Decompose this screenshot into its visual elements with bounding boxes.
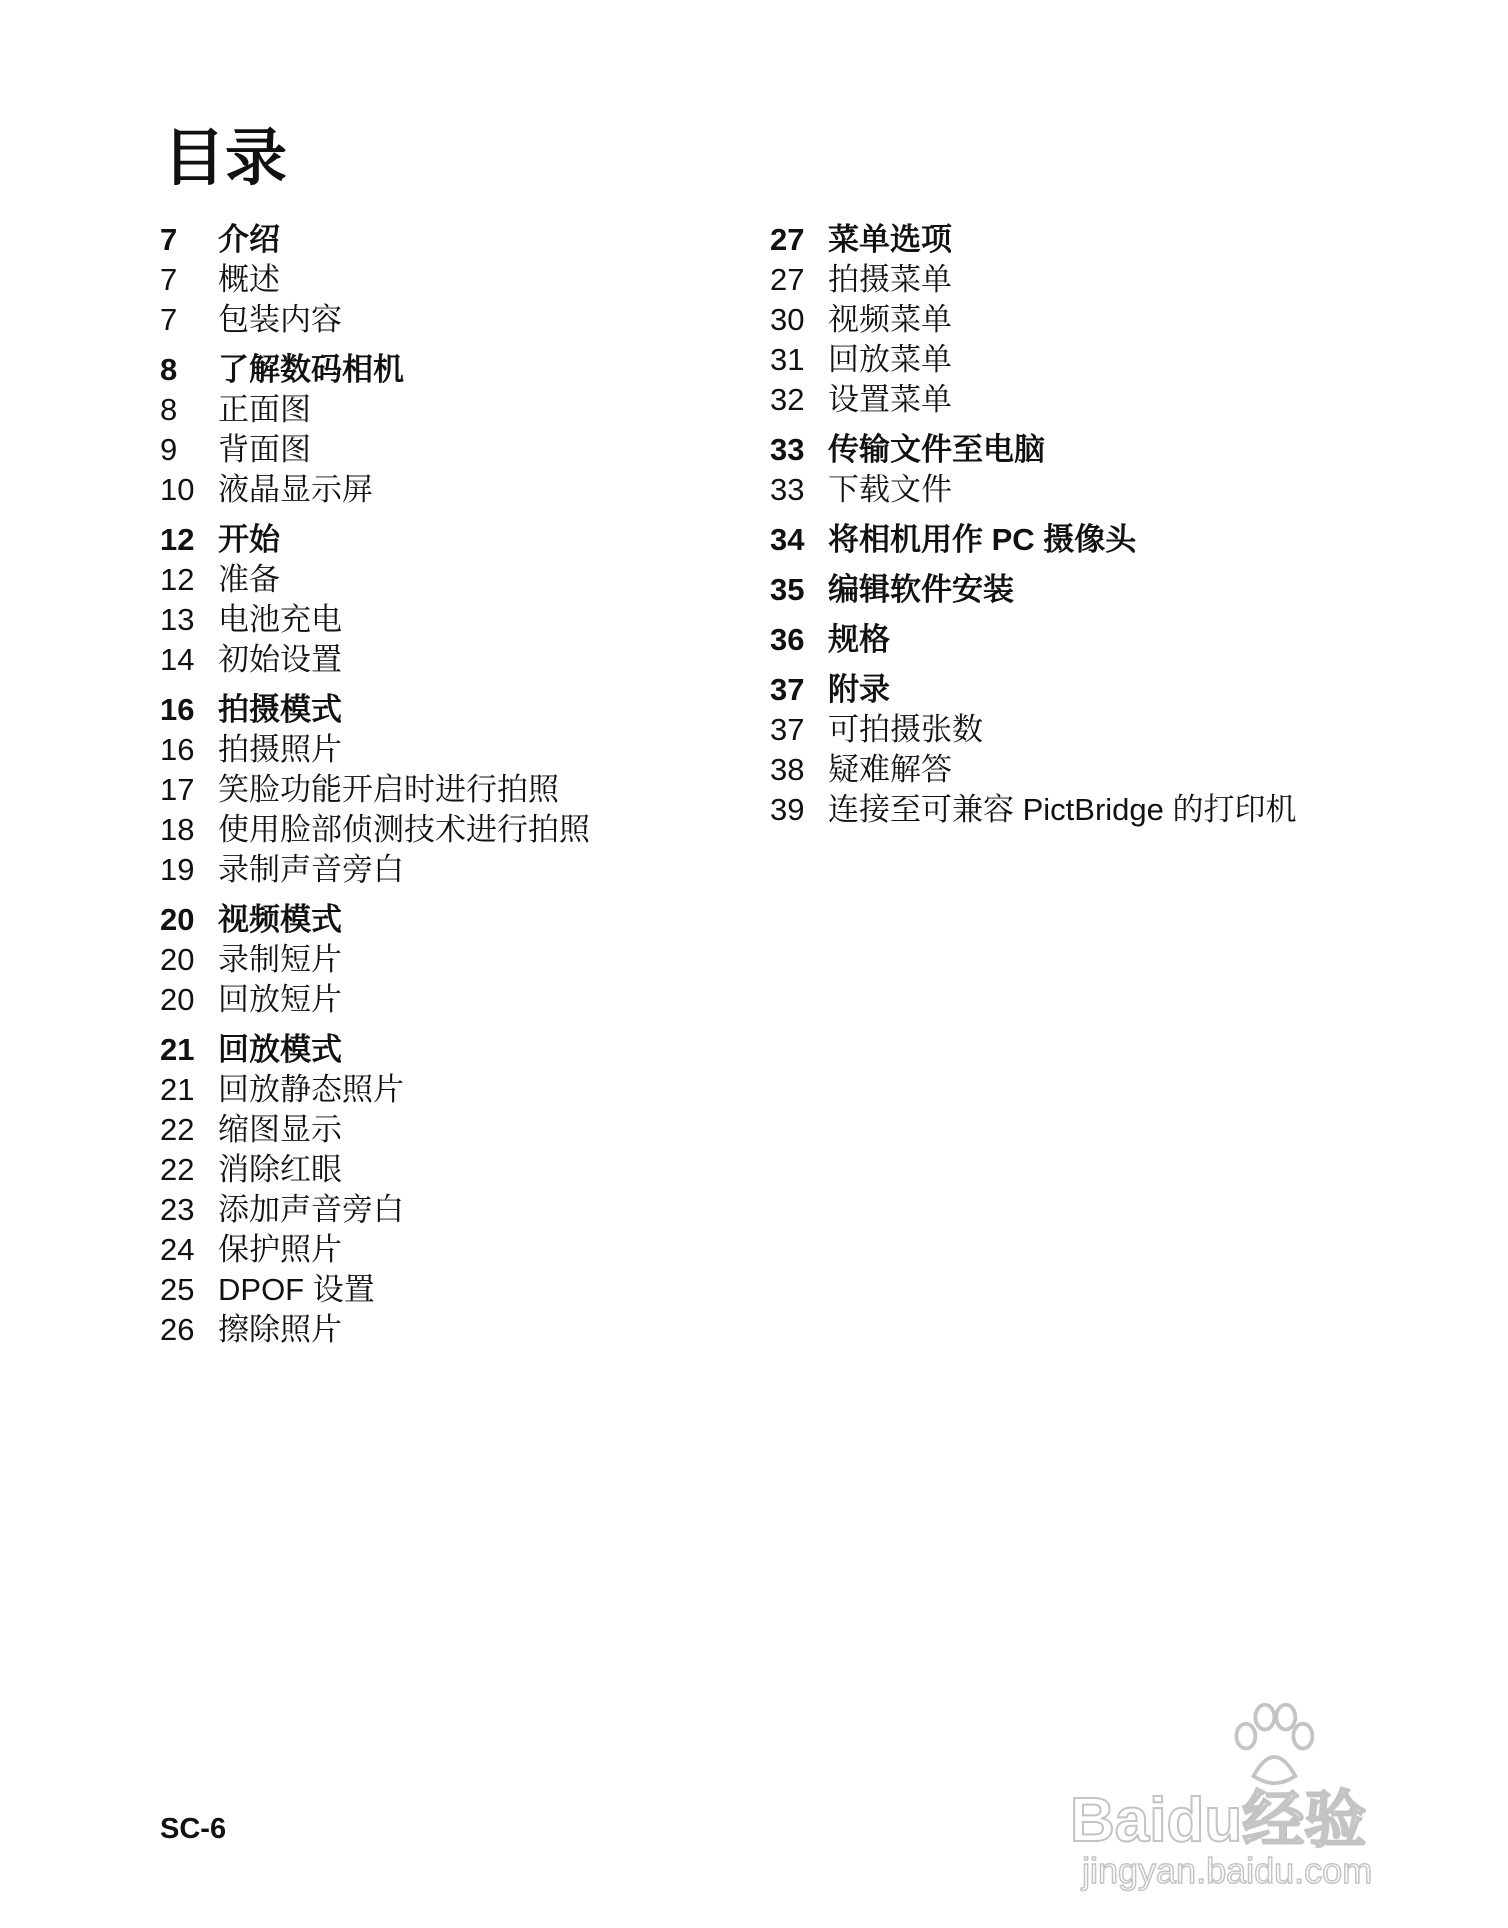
- toc-entry: [160, 640, 590, 680]
- toc-page-number: 21: [160, 1032, 195, 1067]
- toc-entry: [160, 1270, 590, 1310]
- toc-page-number: 35: [770, 572, 805, 607]
- toc-label: 开始: [218, 522, 280, 557]
- toc-label: 菜单选项: [828, 222, 952, 257]
- toc-entry: [160, 1230, 590, 1270]
- toc-page-number: 22: [160, 1112, 195, 1147]
- toc-entry: [160, 1190, 590, 1230]
- toc-label: 笑脸功能开启时进行拍照: [218, 772, 559, 807]
- toc-entry: [160, 1070, 590, 1110]
- toc-page-number: 13: [160, 602, 195, 637]
- toc-label: 疑难解答: [828, 752, 952, 787]
- toc-section: [770, 220, 1297, 420]
- toc-section: [770, 570, 1297, 610]
- toc-label: 回放短片: [218, 982, 342, 1017]
- toc-page-number: 25: [160, 1272, 195, 1307]
- toc-label: 录制声音旁白: [218, 852, 404, 887]
- toc-page-number: 27: [770, 262, 805, 297]
- toc-page-number: 22: [160, 1152, 195, 1187]
- toc-label: 连接至可兼容 PictBridge 的打印机: [828, 792, 1297, 827]
- toc-entry: [160, 980, 590, 1020]
- toc-section: [160, 690, 590, 890]
- toc-label: 背面图: [218, 432, 311, 467]
- toc-page-number: 9: [160, 432, 178, 467]
- watermark-main: Baidu经验: [1070, 1786, 1367, 1855]
- toc-page-number: 17: [160, 772, 195, 807]
- toc-page-number: 10: [160, 472, 195, 507]
- toc-page-number: 8: [160, 352, 178, 387]
- toc-entry: [160, 850, 590, 890]
- toc-label: 电池充电: [218, 602, 342, 637]
- toc-page-number: 36: [770, 622, 805, 657]
- toc-label: 擦除照片: [218, 1312, 342, 1347]
- toc-section: [770, 430, 1297, 510]
- toc-heading: [770, 620, 1297, 660]
- toc-label: 消除红眼: [218, 1152, 342, 1187]
- toc-section: [770, 670, 1297, 830]
- toc-page-number: 16: [160, 692, 195, 727]
- toc-page-number: 16: [160, 732, 195, 767]
- toc-entry: [160, 1150, 590, 1190]
- watermark-url: jingyan.baidu.com: [1082, 1850, 1373, 1891]
- toc-label: 编辑软件安装: [828, 572, 1014, 607]
- toc-label: 添加声音旁白: [218, 1192, 404, 1227]
- toc-page-number: 33: [770, 432, 805, 467]
- toc-label: 缩图显示: [218, 1112, 342, 1147]
- toc-entry: [160, 770, 590, 810]
- toc-label: 保护照片: [218, 1232, 342, 1267]
- toc-section: [160, 520, 590, 680]
- toc-label: DPOF 设置: [218, 1272, 375, 1307]
- page-number: SC-6: [160, 1813, 227, 1845]
- toc-page-number: 24: [160, 1232, 195, 1267]
- toc-heading: [770, 220, 1297, 260]
- toc-entry: [160, 1110, 590, 1150]
- toc-label: 下载文件: [828, 472, 952, 507]
- toc-entry: [770, 790, 1297, 830]
- toc-entry: [160, 470, 590, 510]
- baidu-watermark: [1070, 1700, 1430, 1900]
- toc-entry: [160, 600, 590, 640]
- toc-heading: [160, 350, 590, 390]
- toc-entry: [770, 380, 1297, 420]
- toc-entry: [160, 810, 590, 850]
- toc-label: 准备: [218, 562, 280, 597]
- toc-column-left: [160, 220, 590, 1360]
- toc-page-number: 7: [160, 222, 178, 257]
- toc-page-number: 26: [160, 1312, 195, 1347]
- toc-entry: [160, 390, 590, 430]
- toc-heading: [160, 900, 590, 940]
- toc-heading: [770, 520, 1297, 560]
- toc-label: 设置菜单: [828, 382, 952, 417]
- toc-page-number: 21: [160, 1072, 195, 1107]
- toc-page-number: 34: [770, 522, 805, 557]
- toc-entry: [160, 430, 590, 470]
- toc-page-number: 39: [770, 792, 805, 827]
- toc-page-number: 23: [160, 1192, 195, 1227]
- toc-label: 液晶显示屏: [218, 472, 373, 507]
- toc-label: 拍摄照片: [218, 732, 342, 767]
- toc-entry: [770, 260, 1297, 300]
- toc-section: [160, 350, 590, 510]
- toc-page-number: 12: [160, 562, 195, 597]
- toc-entry: [160, 260, 590, 300]
- toc-page-number: 37: [770, 672, 805, 707]
- toc-entry: [160, 730, 590, 770]
- toc-page-number: 20: [160, 902, 195, 937]
- toc-label: 初始设置: [218, 642, 342, 677]
- toc-entry: [770, 470, 1297, 510]
- toc-section: [770, 620, 1297, 660]
- toc-label: 附录: [828, 672, 890, 707]
- toc-label: 回放菜单: [828, 342, 952, 377]
- toc-column-right: [770, 220, 1297, 840]
- toc-page-number: 7: [160, 262, 178, 297]
- toc-label: 包装内容: [218, 302, 342, 337]
- toc-entry: [160, 1310, 590, 1350]
- toc-entry: [770, 710, 1297, 750]
- toc-heading: [770, 570, 1297, 610]
- toc-section: [160, 900, 590, 1020]
- toc-entry: [160, 300, 590, 340]
- toc-label: 将相机用作 PC 摄像头: [828, 522, 1137, 557]
- toc-heading: [770, 670, 1297, 710]
- toc-label: 规格: [828, 622, 890, 657]
- toc-heading: [160, 1030, 590, 1070]
- toc-page-number: 12: [160, 522, 195, 557]
- toc-entry: [770, 340, 1297, 380]
- toc-entry: [160, 560, 590, 600]
- toc-entry: [770, 300, 1297, 340]
- toc-page-number: 33: [770, 472, 805, 507]
- toc-page-number: 32: [770, 382, 805, 417]
- toc-page-number: 8: [160, 392, 178, 427]
- toc-heading: [160, 220, 590, 260]
- toc-page-number: 31: [770, 342, 805, 377]
- toc-heading: [160, 690, 590, 730]
- toc-label: 拍摄模式: [218, 692, 342, 727]
- toc-page-number: 20: [160, 982, 195, 1017]
- toc-section: [160, 220, 590, 340]
- toc-entry: [160, 940, 590, 980]
- toc-page-number: 7: [160, 302, 178, 337]
- toc-label: 介绍: [218, 222, 280, 257]
- toc-page-number: 38: [770, 752, 805, 787]
- toc-page-number: 27: [770, 222, 805, 257]
- toc-label: 了解数码相机: [218, 352, 404, 387]
- toc-heading: [160, 520, 590, 560]
- toc-entry: [770, 750, 1297, 790]
- toc-page-number: 18: [160, 812, 195, 847]
- toc-page-number: 30: [770, 302, 805, 337]
- toc-label: 视频模式: [218, 902, 342, 937]
- toc-page-number: 19: [160, 852, 195, 887]
- toc-page-number: 37: [770, 712, 805, 747]
- toc-page-number: 20: [160, 942, 195, 977]
- toc-label: 可拍摄张数: [828, 712, 983, 747]
- toc-label: 概述: [218, 262, 280, 297]
- toc-section: [160, 1030, 590, 1350]
- toc-label: 拍摄菜单: [828, 262, 952, 297]
- toc-label: 回放模式: [218, 1032, 342, 1067]
- page-title: 目录: [163, 124, 288, 193]
- toc-label: 录制短片: [218, 942, 342, 977]
- toc-label: 正面图: [218, 392, 311, 427]
- toc-page-number: 14: [160, 642, 195, 677]
- toc-label: 传输文件至电脑: [828, 432, 1045, 467]
- toc-label: 回放静态照片: [218, 1072, 404, 1107]
- toc-heading: [770, 430, 1297, 470]
- toc-label: 使用脸部侦测技术进行拍照: [218, 812, 590, 847]
- toc-section: [770, 520, 1297, 560]
- toc-label: 视频菜单: [828, 302, 952, 337]
